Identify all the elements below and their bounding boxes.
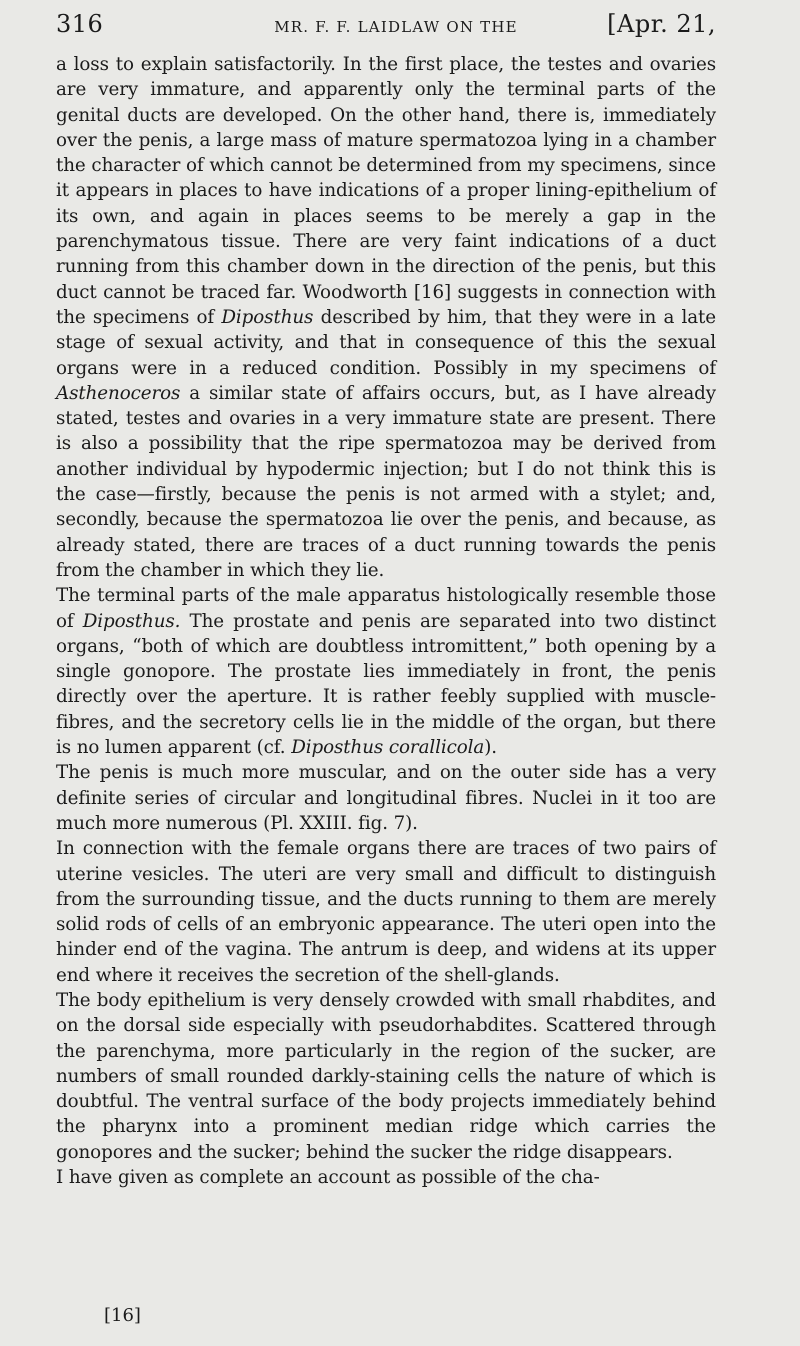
text-run: ). [484, 737, 497, 759]
text-run: The terminal parts of the male apparatus histologically resemble those of [56, 585, 716, 632]
running-head [56, 8, 716, 48]
page-number: 316 [56, 10, 104, 38]
running-date: [Apr. 21, [607, 10, 716, 38]
running-title: MR. F. F. LAIDLAW ON THE [274, 18, 518, 36]
text-run: The penis is much more muscular, and on the outer side has a very definite series of circular and longitudinal fibres. Nuclei in it too are much more numerous (Pl. XXIII. fig. 7). [56, 762, 716, 834]
signature-mark: [16] [104, 1305, 141, 1326]
paragraph [56, 583, 716, 760]
text-run: described by him, that they were in a late stage of sexual activity, and that in consequence of this the sexual organs were in a reduced condition. Possibly in my specimens of [56, 306, 716, 379]
italic-taxon: Diposthus [221, 306, 314, 328]
paragraph [56, 52, 716, 583]
paragraph [56, 1165, 716, 1190]
paragraph [56, 988, 716, 1165]
text-run: I have given as complete an account as possible of the cha- [56, 1167, 600, 1189]
paragraph [56, 836, 716, 988]
text-run: The prostate and penis are separated into two distinct organs, “both of which are doubtless intromittent,” both opening by a single gonopore. The prostate lies immediately in front, the penis directly over the aperture. It is rather feebly supplied with muscle-fibres, and the secretory cells lie in the middle of the organ, but there is no lumen apparent (cf. [56, 610, 716, 759]
italic-taxon: Diposthus corallicola [291, 737, 485, 759]
text-run: The body epithelium is very densely crowded with small rhabdites, and on the dorsal side especially with pseudorhabdites. Scattered through the parenchyma, more particularly in the region of the sucker, are numbers of small rounded darkly-staining cells the nature of which is doubtful. The ventral surface of the body projects immediately behind the pharynx into a prominent median ridge which carries the gonopores and the sucker; behind the sucker the ridge disappears. [56, 989, 716, 1163]
text-run: a similar state of affairs occurs, but, as I have already stated, testes and ovaries in a very immature state are present. There is also a possibility that the ripe spermatozoa may be derived from another individual by hypodermic injection; but I do not think this is the case—firstly, because the penis is not armed with a stylet; and, secondly, because the spermatozoa lie over the penis, and because, as already stated, there are traces of a duct running towards the penis from the chamber in which they lie. [56, 382, 716, 581]
italic-taxon: Asthenoceros [56, 382, 181, 404]
text-run: a loss to explain satisfactorily. In the first place, the testes and ovaries are very immature, and apparently only the terminal parts of the genital ducts are developed. On the other hand, there is, immediately over the penis, a large mass of mature spermatozoa lying in a chamber the character of which cannot be determined from my specimens, since it appears in places to have indications of a proper lining-epithelium of its own, and again in places seems to be merely a gap in the parenchymatous tissue. There are very faint indications of a duct running from this chamber down in the direction of the penis, but this duct cannot be traced far. Woodworth [16] suggests in connection with the specimens of [56, 54, 716, 328]
italic-taxon: Diposthus. [82, 610, 181, 632]
paragraph [56, 760, 716, 836]
text-run: In connection with the female organs there are traces of two pairs of uterine vesicles. The uteri are very small and difficult to distinguish from the surrounding tissue, and the ducts running to them are merely solid rods of cells of an embryonic appearance. The uteri open into the hinder end of the vagina. The antrum is deep, and widens at its upper end where it receives the secretion of the shell-glands. [56, 838, 716, 986]
body-text [56, 52, 716, 1190]
